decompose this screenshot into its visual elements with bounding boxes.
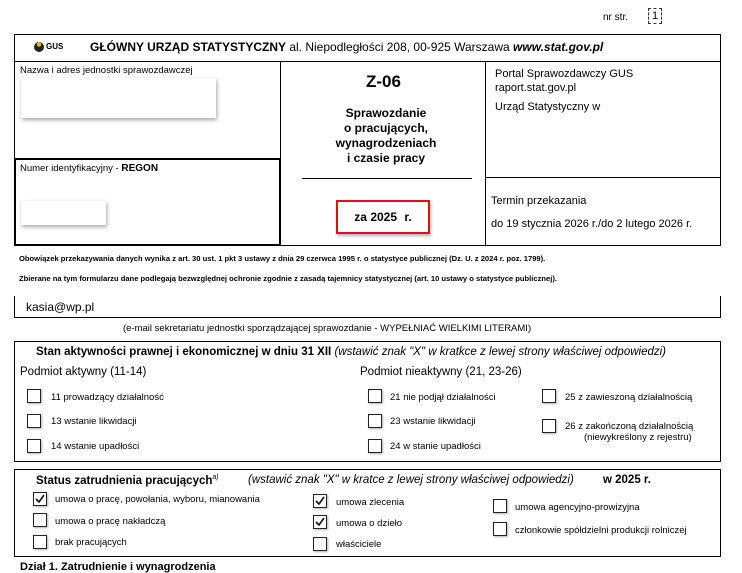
page-number-value: 1: [651, 10, 659, 22]
form-year-suffix: r.: [404, 210, 412, 224]
gus-logo: [33, 41, 67, 53]
option-23-label: 23 wstanie likwidacji: [390, 416, 476, 427]
activity-title-bold: Stan aktywności prawnej i ekonomicznej w dniu 31 XII: [36, 346, 332, 358]
form-year-box[interactable]: [336, 200, 430, 234]
employment-title-bold: Status zatrudnienia pracujących: [36, 474, 213, 487]
employment-title-sup: a): [212, 474, 219, 481]
form-title: [300, 106, 472, 166]
checkbox-13[interactable]: [27, 414, 41, 428]
form-year-prefix: za: [354, 210, 367, 224]
option-26-sub: (niewykreślony z rejestru): [584, 432, 692, 443]
header-divider: [14, 61, 721, 62]
activity-title-italic: (wstawić znak "X" w kratkce z lewej strony właściwej odpowiedzi): [334, 346, 666, 358]
option-e3-label: brak pracujących: [55, 537, 127, 548]
option-e4-label: umowa zlecenia: [336, 497, 405, 508]
checkbox-11[interactable]: [27, 389, 41, 403]
form-title-line-4: i czasie pracy: [346, 151, 426, 165]
employment-title-year: w 2025 r.: [603, 474, 651, 486]
option-25-label: 25 z zawieszoną działalnością: [565, 392, 693, 403]
checkbox-21[interactable]: [368, 389, 382, 403]
option-e7-label: umowa agencyjno-prowizyjna: [515, 502, 640, 513]
option-13-label: 13 wstanie likwidacji: [51, 416, 137, 427]
unit-name-label: Nazwa i adres jednostki sprawozdawczej: [20, 65, 193, 76]
deadline-label: Termin przekazania: [491, 195, 587, 207]
obligation-notice: Obowiązek przekazywania danych wynika z art. 30 ust. 1 pkt 3 ustawy z dnia 29 czerwca 1995 r. o statystyce publicznej (Dz. U. z 2024 r. poz. 1799).: [19, 254, 546, 263]
regon-label: [20, 163, 158, 174]
option-24-label: 24 w stanie upadłości: [390, 441, 481, 452]
gus-logo-text: GUS: [46, 42, 64, 51]
employment-title: [36, 474, 219, 487]
checkbox-e1[interactable]: [33, 492, 47, 506]
page-number-label: nr str.: [603, 12, 629, 23]
inactive-header: Podmiot nieaktywny (21, 23-26): [360, 366, 522, 378]
form-title-line-2: o pracujących,: [343, 121, 429, 135]
checkmark-icon: [34, 493, 46, 505]
email-caption: (e-mail sekretariatu jednostki sporządzającej sprawozdanie - WYPEŁNIAĆ WIELKIMI LITERAMI): [123, 323, 532, 334]
portal-line-2: raport.stat.gov.pl: [495, 82, 577, 94]
active-header: Podmiot aktywny (11-14): [20, 366, 147, 378]
regon-field[interactable]: [21, 201, 106, 225]
confidentiality-notice: Zbierane na tym formularzu dane podlegają bezwzględnej ochronie zgodnie z zasadą tajemnicy statystycznej (art. 10 ustawy o statystyce publicznej).: [19, 274, 558, 283]
institution-address: al. Niepodległości 208, 00-925 Warszawa: [289, 40, 510, 54]
option-e8-label: członkowie spółdzielni produkcji rolniczej: [515, 525, 687, 536]
email-frame: [14, 296, 721, 318]
checkbox-e3[interactable]: [33, 535, 47, 549]
option-e5-label: umowa o dzieło: [336, 518, 403, 529]
form-code: Z-06: [366, 72, 401, 91]
option-e2-label: umowa o pracę nakładczą: [55, 516, 166, 527]
form-title-underline: [302, 178, 472, 179]
form-year: 2025: [370, 210, 398, 224]
email-field[interactable]: kasia@wp.pl: [26, 300, 95, 314]
option-14-label: 14 wstanie upadłości: [51, 441, 140, 452]
institution-name: GŁÓWNY URZĄD STATYSTYCZNY: [90, 40, 286, 54]
regon-label-bold: REGON: [121, 163, 159, 174]
regon-label-prefix: Numer identyfikacyjny -: [20, 163, 122, 174]
unit-name-field[interactable]: [21, 78, 216, 118]
form-title-line-3: wynagrodzeniach: [335, 136, 437, 150]
checkbox-e8[interactable]: [493, 522, 507, 536]
page-number-box: [648, 8, 662, 24]
next-section-title: Dział 1. Zatrudnienie i wynagrodzenia: [20, 561, 216, 573]
gus-logo-icon: [33, 41, 45, 53]
checkbox-25[interactable]: [542, 389, 556, 403]
option-11-label: 11 prowadzący działalność: [51, 392, 164, 403]
checkmark-icon: [314, 495, 326, 507]
checkbox-e2[interactable]: [33, 513, 47, 527]
checkbox-26[interactable]: [542, 419, 556, 433]
activity-title: [36, 346, 666, 358]
portal-line-1: Portal Sprawozdawczy GUS: [495, 68, 634, 80]
option-e6-label: właściciele: [336, 539, 382, 550]
option-e1-label: umowa o pracę, powołania, wyboru, mianowania: [55, 494, 260, 505]
deadline-value: do 19 stycznia 2026 r./do 2 lutego 2026 r.: [491, 218, 693, 230]
employment-title-italic: (wstawić znak "X" w kratce z lewej strony właściwej odpowiedzi): [248, 474, 574, 486]
form-title-line-1: Sprawozdanie: [345, 106, 427, 120]
checkbox-24[interactable]: [368, 439, 382, 453]
checkbox-e5[interactable]: [313, 515, 327, 529]
checkbox-e6[interactable]: [313, 537, 327, 551]
institution-website[interactable]: www.stat.gov.pl: [513, 40, 604, 54]
option-26-label: 26 z zakończoną działalnością: [565, 421, 694, 432]
col-divider-2: [485, 61, 486, 246]
deadline-divider: [485, 177, 721, 178]
option-21-label: 21 nie podjął działalności: [390, 392, 496, 403]
checkmark-icon: [314, 516, 326, 528]
checkbox-14[interactable]: [27, 439, 41, 453]
checkbox-23[interactable]: [368, 414, 382, 428]
header-line: [90, 40, 603, 54]
portal-line-3: Urząd Statystyczny w: [495, 101, 601, 113]
checkbox-e4[interactable]: [313, 494, 327, 508]
checkbox-e7[interactable]: [493, 499, 507, 513]
